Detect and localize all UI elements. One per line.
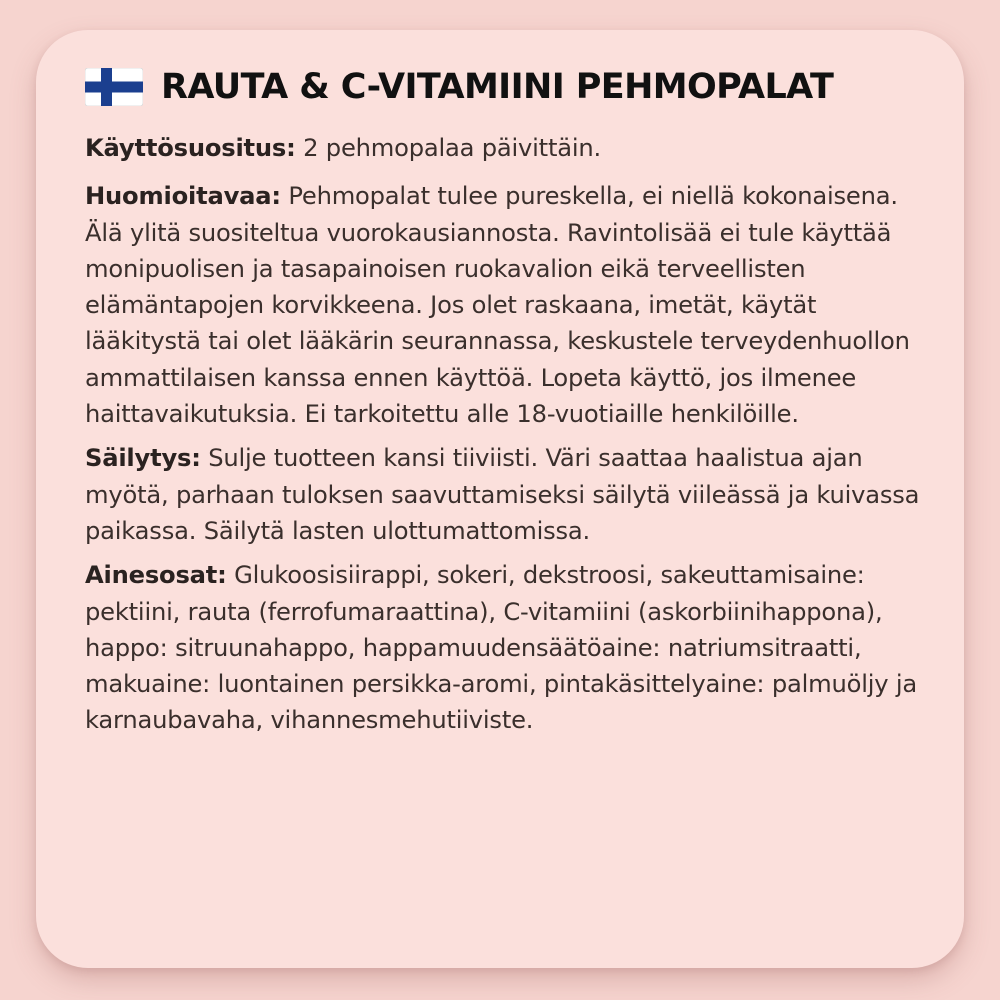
warnings-label: Huomioitavaa:	[85, 182, 281, 211]
ingredients-section	[85, 557, 924, 738]
usage-text: 2 pehmopalaa päivittäin.	[303, 134, 601, 162]
product-info-card	[36, 30, 964, 968]
warnings-section	[85, 178, 924, 432]
ingredients-text: Glukoosisiirappi, sokeri, dekstroosi, sakeuttamisaine: pektiini, rauta (ferrofumaraattina), C-vitamiini (askorbiinihappona), happo: sitruunahappo, happamuudensäätöaine: natriumsitraatti, makuaine: luontainen persikka-aromi, pintakäsittelyaine: palmuöljy ja karnaubavaha, vihannesmehutiiviste.	[85, 561, 918, 735]
storage-section	[85, 440, 924, 549]
warnings-text: Pehmopalat tulee pureskella, ei niellä kokonaisena. Älä ylitä suositeltua vuorokausiannosta. Ravintolisää ei tule käyttää monipuolisen ja tasapainoisen ruokavalion eikä terveellisten elämäntapojen korvikkeena. Jos olet raskaana, imetät, käytät lääkitystä tai olet lääkärin seurannassa, keskustele terveydenhuollon ammattilaisen kanssa ennen käyttöä. Lopeta käyttö, jos ilmenee haittavaikutuksia. Ei tarkoitettu alle 18-vuotiaille henkilöille.	[85, 182, 910, 429]
usage-label: Käyttösuositus:	[85, 134, 296, 162]
storage-text: Sulje tuotteen kansi tiiviisti. Väri saattaa haalistua ajan myötä, parhaan tuloksen saavuttamiseksi säilytä viileässä ja kuivassa paikassa. Säilytä lasten ulottumattomissa.	[85, 444, 920, 545]
title-row	[85, 62, 924, 112]
usage-section	[85, 130, 924, 166]
product-title: RAUTA & C-VITAMIINI PEHMOPALAT	[161, 67, 834, 107]
ingredients-label: Ainesosat:	[85, 561, 227, 590]
storage-label: Säilytys:	[85, 444, 201, 473]
finland-flag-icon	[85, 68, 143, 106]
